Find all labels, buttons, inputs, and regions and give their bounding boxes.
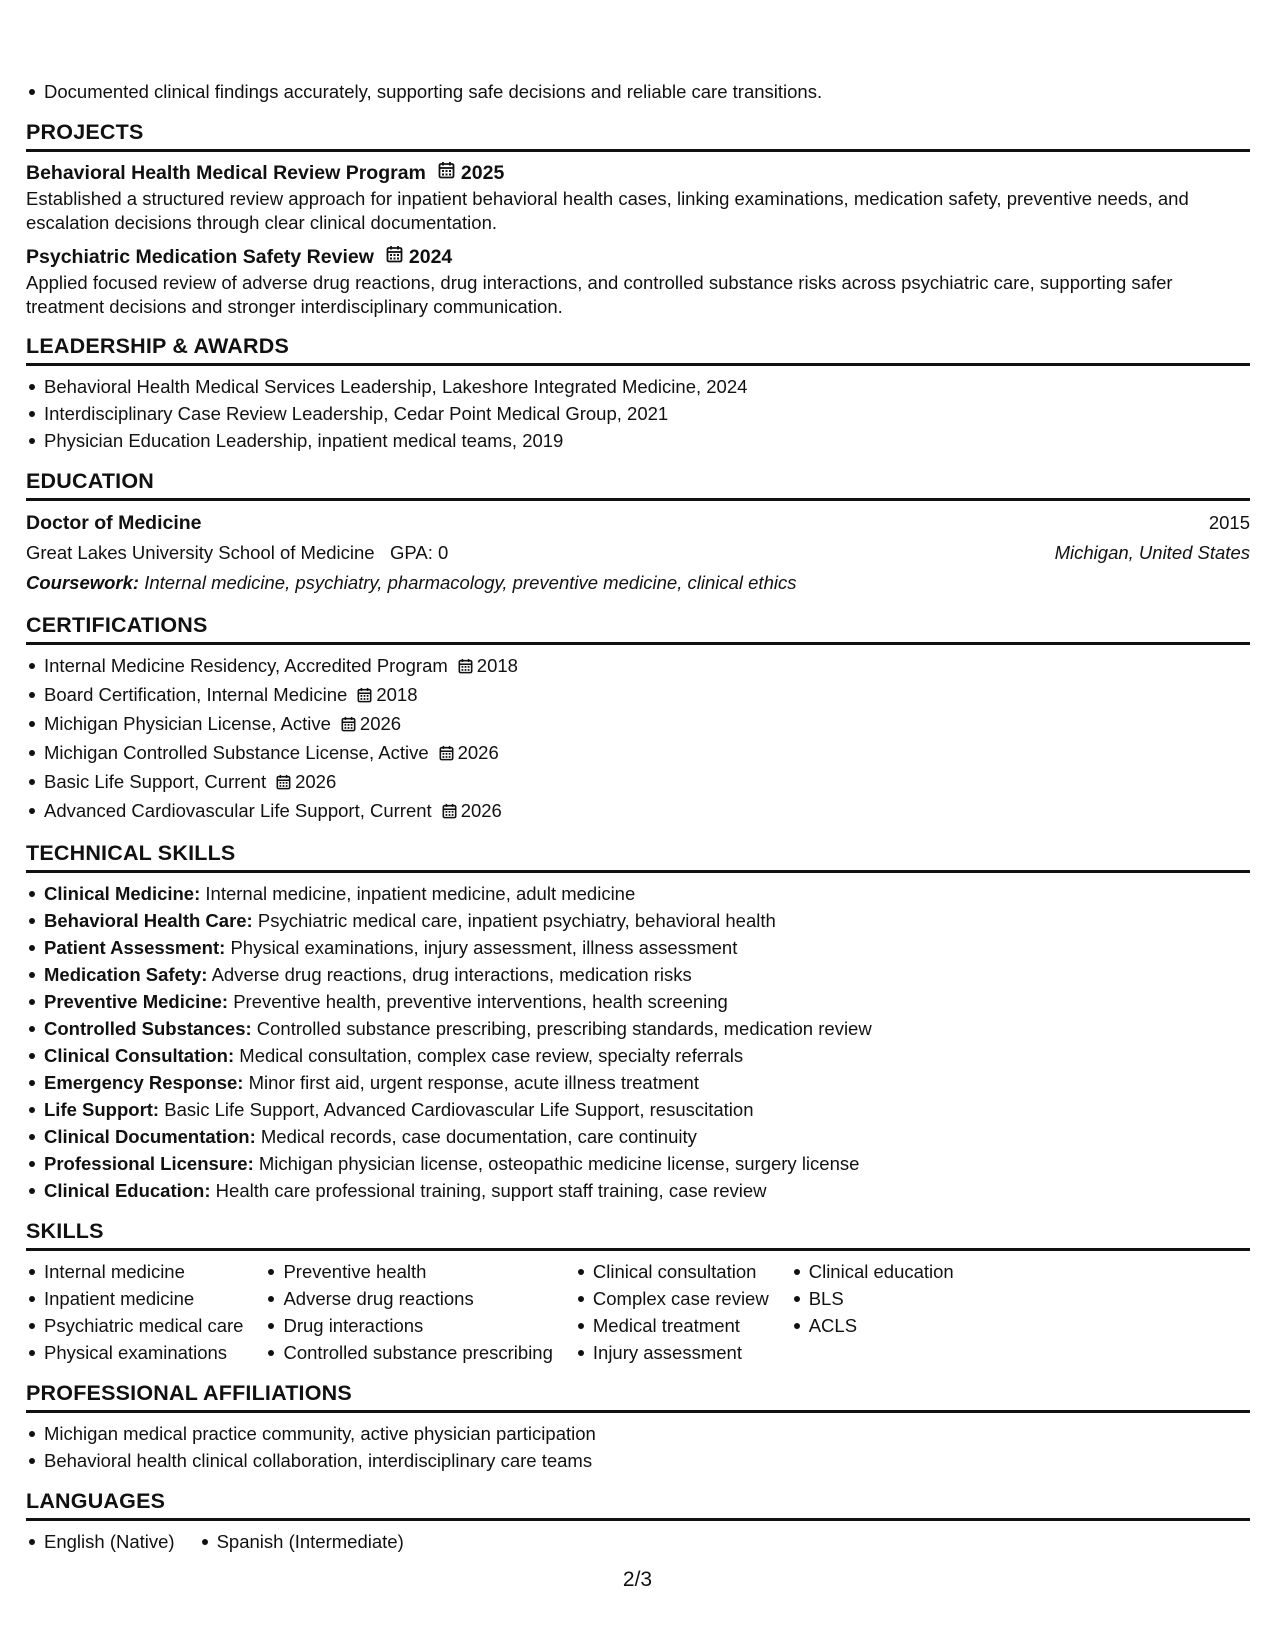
coursework-label: Coursework: xyxy=(26,572,140,593)
list-item: BLS xyxy=(809,1285,954,1312)
list-item xyxy=(44,768,1250,797)
school-name: Great Lakes University School of Medicine xyxy=(26,542,375,563)
skills-column xyxy=(26,1258,243,1366)
certifications-section xyxy=(26,612,1250,826)
skill-label: Patient Assessment: xyxy=(44,937,226,958)
skills-section xyxy=(26,1218,1250,1366)
cert-name: Internal Medicine Residency, Accredited Program xyxy=(44,655,448,676)
section-title-languages: LANGUAGES xyxy=(26,1488,1250,1521)
resume-page xyxy=(26,78,1250,1555)
leadership-section xyxy=(26,333,1250,454)
skill-text: Medical consultation, complex case review, specialty referrals xyxy=(239,1045,744,1066)
graduation-year: 2015 xyxy=(1208,512,1250,533)
experience-bullets xyxy=(26,78,1250,105)
calendar-icon xyxy=(341,712,356,739)
skill-text: Michigan physician license, osteopathic medicine license, surgery license xyxy=(258,1153,860,1174)
list-item xyxy=(44,988,1250,1015)
skill-label: Clinical Medicine: xyxy=(44,883,201,904)
skill-label: Medication Safety: xyxy=(44,964,208,985)
list-item: Injury assessment xyxy=(593,1339,769,1366)
section-title-projects: PROJECTS xyxy=(26,119,1250,152)
list-item: Medical treatment xyxy=(593,1312,769,1339)
calendar-icon xyxy=(438,159,455,187)
skill-label: Clinical Education: xyxy=(44,1180,211,1201)
skill-text: Medical records, case documentation, care continuity xyxy=(260,1126,697,1147)
list-item: Documented clinical findings accurately, supporting safe decisions and reliable care transitions. xyxy=(44,78,1250,105)
skill-label: Controlled Substances: xyxy=(44,1018,252,1039)
project-heading xyxy=(26,159,1250,187)
school-line xyxy=(26,538,448,568)
list-item xyxy=(44,681,1250,710)
list-item xyxy=(44,1042,1250,1069)
list-item: Controlled substance prescribing xyxy=(283,1339,552,1366)
languages-row xyxy=(26,1528,1250,1555)
list-item xyxy=(44,739,1250,768)
list-item: Internal medicine xyxy=(44,1258,243,1285)
skill-text: Health care professional training, support staff training, case review xyxy=(215,1180,767,1201)
technical-skills-list xyxy=(26,880,1250,1204)
list-item xyxy=(44,1150,1250,1177)
project-name: Behavioral Health Medical Review Program xyxy=(26,162,426,184)
school-location: Michigan, United States xyxy=(1054,542,1250,563)
cert-name: Michigan Controlled Substance License, Active xyxy=(44,742,429,763)
list-item: Complex case review xyxy=(593,1285,769,1312)
coursework-row xyxy=(26,568,1250,598)
project-year: 2025 xyxy=(460,162,505,184)
list-item: Interdisciplinary Case Review Leadership, Cedar Point Medical Group, 2021 xyxy=(44,400,1250,427)
project-description: Applied focused review of adverse drug reactions, drug interactions, and controlled substance risks across psychiatric care, supporting safer treatment decisions and stronger interdisciplinary communication. xyxy=(26,272,1173,317)
project-year: 2024 xyxy=(408,246,453,268)
skill-label: Behavioral Health Care: xyxy=(44,910,253,931)
list-item: Michigan medical practice community, active physician participation xyxy=(44,1420,1250,1447)
list-item: Drug interactions xyxy=(283,1312,552,1339)
section-title-certifications: CERTIFICATIONS xyxy=(26,612,1250,645)
education-section xyxy=(26,468,1250,598)
list-item xyxy=(44,1123,1250,1150)
technical-skills-section xyxy=(26,840,1250,1204)
list-item xyxy=(44,1096,1250,1123)
skill-text: Preventive health, preventive interventions, health screening xyxy=(233,991,728,1012)
list-item xyxy=(44,934,1250,961)
skill-label: Professional Licensure: xyxy=(44,1153,254,1174)
list-item xyxy=(44,880,1250,907)
list-item: Behavioral health clinical collaboration, interdisciplinary care teams xyxy=(44,1447,1250,1474)
calendar-icon xyxy=(386,243,403,271)
gpa: GPA: 0 xyxy=(390,542,449,563)
education-row xyxy=(26,508,1250,538)
list-item: Clinical consultation xyxy=(593,1258,769,1285)
list-item: Spanish (Intermediate) xyxy=(217,1528,404,1555)
skill-text: Internal medicine, inpatient medicine, adult medicine xyxy=(205,883,636,904)
cert-name: Michigan Physician License, Active xyxy=(44,713,331,734)
skill-text: Controlled substance prescribing, prescribing standards, medication review xyxy=(256,1018,872,1039)
calendar-icon xyxy=(357,683,372,710)
projects-section xyxy=(26,119,1250,319)
certification-list xyxy=(26,652,1250,826)
page-number: 2/3 xyxy=(622,1568,653,1591)
affiliations-list xyxy=(26,1420,1250,1474)
calendar-icon xyxy=(442,799,457,826)
language-item xyxy=(199,1528,404,1555)
project-name: Psychiatric Medication Safety Review xyxy=(26,246,374,268)
affiliations-section xyxy=(26,1380,1250,1474)
skill-label: Clinical Consultation: xyxy=(44,1045,235,1066)
skill-label: Emergency Response: xyxy=(44,1072,244,1093)
skill-text: Adverse drug reactions, drug interactions, medication risks xyxy=(211,964,692,985)
project-heading xyxy=(26,243,1250,271)
cert-year: 2026 xyxy=(457,742,499,763)
skill-text: Basic Life Support, Advanced Cardiovascular Life Support, resuscitation xyxy=(164,1099,754,1120)
list-item: Physical examinations xyxy=(44,1339,243,1366)
cert-year: 2018 xyxy=(376,684,418,705)
leadership-list xyxy=(26,373,1250,454)
list-item: ACLS xyxy=(809,1312,954,1339)
cert-name: Basic Life Support, Current xyxy=(44,771,267,792)
skill-text: Minor first aid, urgent response, acute illness treatment xyxy=(248,1072,699,1093)
language-item xyxy=(26,1528,175,1555)
project-description: Established a structured review approach for inpatient behavioral health cases, linking examinations, medication safety, preventive needs, and escalation decisions through clear clinical documentation. xyxy=(26,188,1189,233)
skills-column xyxy=(791,1258,954,1366)
cert-year: 2018 xyxy=(476,655,518,676)
list-item: Inpatient medicine xyxy=(44,1285,243,1312)
skill-label: Clinical Documentation: xyxy=(44,1126,256,1147)
skill-label: Preventive Medicine: xyxy=(44,991,229,1012)
coursework: Internal medicine, psychiatry, pharmacology, preventive medicine, clinical ethics xyxy=(144,572,797,593)
section-title-leadership: LEADERSHIP & AWARDS xyxy=(26,333,1250,366)
list-item: English (Native) xyxy=(44,1528,175,1555)
skills-column xyxy=(575,1258,769,1366)
education-row xyxy=(26,538,1250,568)
list-item xyxy=(44,1177,1250,1204)
section-title-technical-skills: TECHNICAL SKILLS xyxy=(26,840,1250,873)
list-item xyxy=(44,652,1250,681)
skill-text: Physical examinations, injury assessment, illness assessment xyxy=(230,937,738,958)
section-title-affiliations: PROFESSIONAL AFFILIATIONS xyxy=(26,1380,1250,1413)
degree: Doctor of Medicine xyxy=(26,512,202,534)
list-item xyxy=(44,907,1250,934)
languages-section xyxy=(26,1488,1250,1555)
calendar-icon xyxy=(276,770,291,797)
list-item: Psychiatric medical care xyxy=(44,1312,243,1339)
list-item xyxy=(44,710,1250,739)
calendar-icon xyxy=(458,654,473,681)
cert-year: 2026 xyxy=(295,771,337,792)
section-title-education: EDUCATION xyxy=(26,468,1250,501)
list-item: Preventive health xyxy=(283,1258,552,1285)
list-item: Physician Education Leadership, inpatient medical teams, 2019 xyxy=(44,427,1250,454)
cert-name: Advanced Cardiovascular Life Support, Current xyxy=(44,800,432,821)
cert-year: 2026 xyxy=(359,713,402,734)
skill-label: Life Support: xyxy=(44,1099,160,1120)
cert-name: Board Certification, Internal Medicine xyxy=(44,684,348,705)
list-item xyxy=(44,1015,1250,1042)
section-title-skills: SKILLS xyxy=(26,1218,1250,1251)
list-item xyxy=(44,1069,1250,1096)
list-item xyxy=(44,797,1250,826)
list-item: Adverse drug reactions xyxy=(283,1285,552,1312)
list-item: Clinical education xyxy=(809,1258,954,1285)
cert-year: 2026 xyxy=(460,800,502,821)
skills-column xyxy=(265,1258,552,1366)
list-item: Behavioral Health Medical Services Leadership, Lakeshore Integrated Medicine, 2024 xyxy=(44,373,1250,400)
skills-columns xyxy=(26,1258,1250,1366)
list-item xyxy=(44,961,1250,988)
calendar-icon xyxy=(439,741,454,768)
skill-text: Psychiatric medical care, inpatient psychiatry, behavioral health xyxy=(257,910,776,931)
